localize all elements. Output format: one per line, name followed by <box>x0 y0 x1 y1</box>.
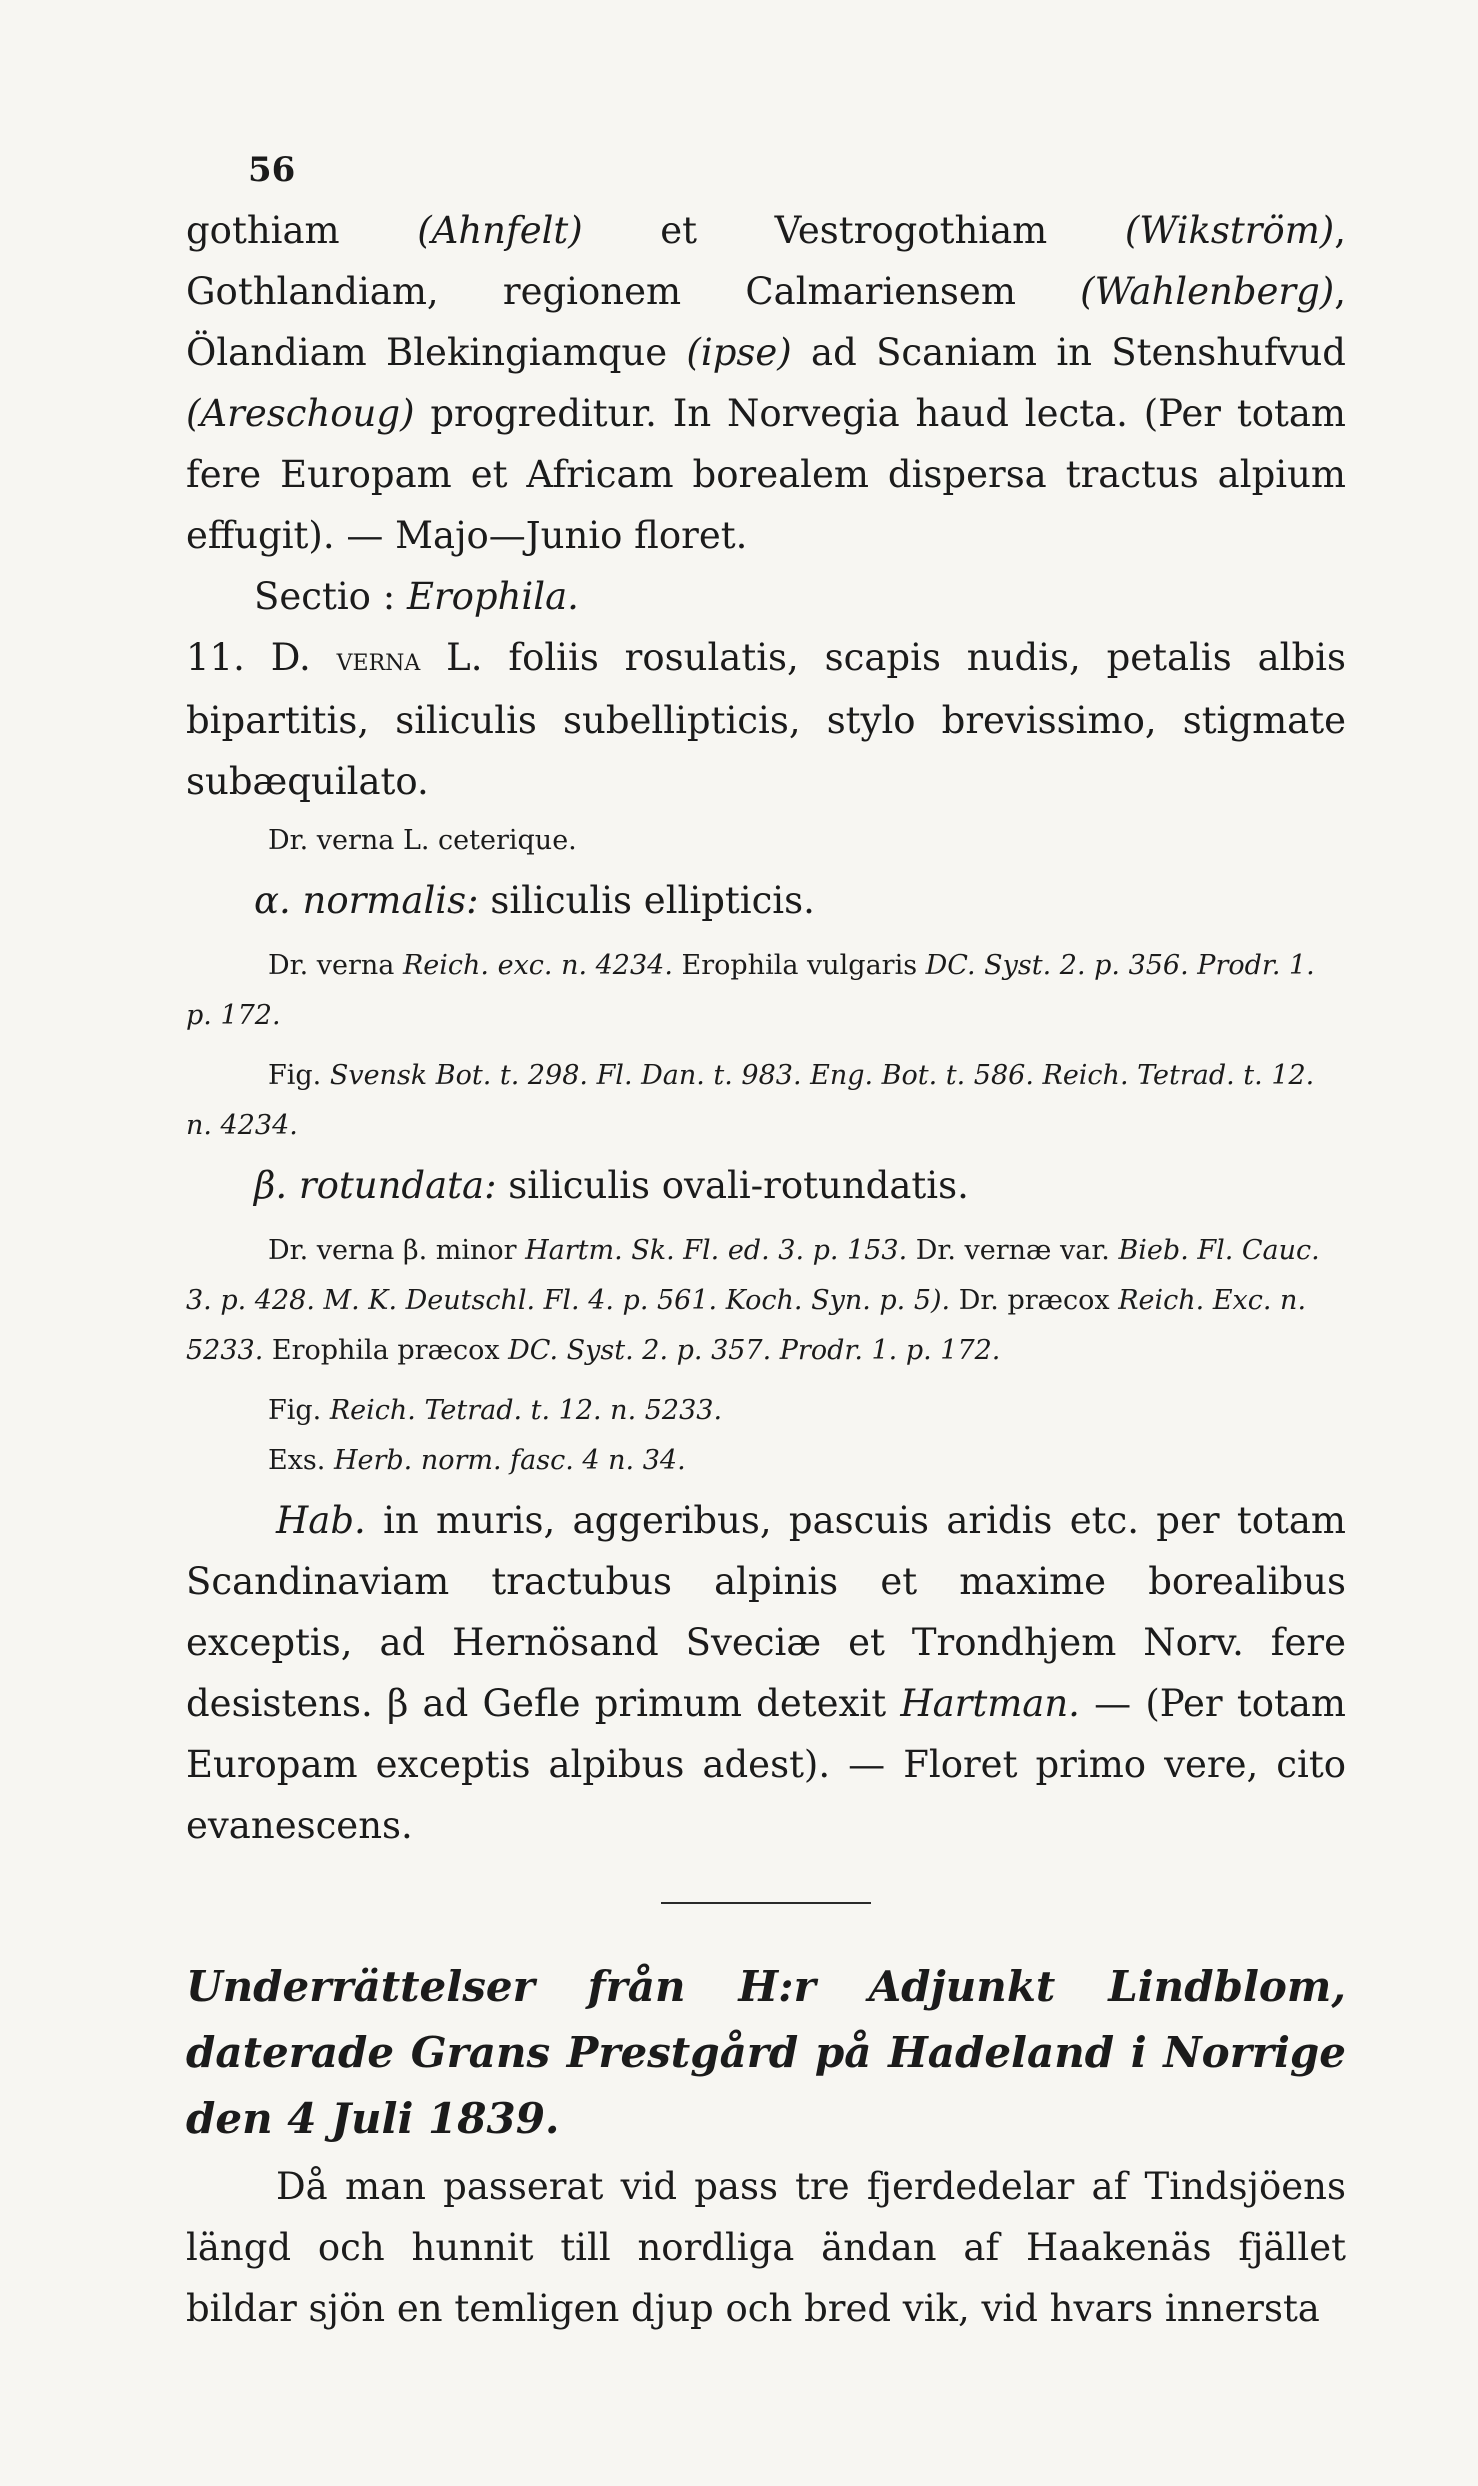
variety-beta <box>186 1155 1346 1216</box>
section-label: Sectio : <box>254 575 407 618</box>
habitat-person: Hartman. <box>900 1682 1080 1725</box>
beta-reference-exsiccatae <box>186 1436 1346 1486</box>
alpha-ref1-a: Dr. verna <box>268 950 403 981</box>
intro-author-2: (Wikström) <box>1124 209 1335 252</box>
section-name: Erophila. <box>406 575 579 618</box>
intro-text-1: gothiam <box>186 209 418 252</box>
alpha-name: normalis: <box>290 879 479 922</box>
beta-ref1-c: Dr. vernæ var. <box>907 1235 1119 1266</box>
beta-description: siliculis ovali-rotundatis. <box>496 1164 969 1207</box>
species-author: L. <box>420 636 483 679</box>
intro-text-4: , Ölandiam Blekingiamque <box>186 270 1346 374</box>
page-number: 56 <box>248 150 296 190</box>
intro-text-2: et Vestrogothiam <box>582 209 1125 252</box>
section-heading <box>186 566 1346 627</box>
habitat-text-2: — (Per totam Europam exceptis alpibus adest). — Floret primo vere, cito evanescens. <box>186 1682 1346 1847</box>
habitat-text-1: in muris, aggeribus, pascuis aridis etc. per totam Scandinaviam tractubus alpinis et maxime borealibus exceptis, ad Hernösand Sveciæ et Trondhjem Norv. fere desistens. β ad Gefle primum detexit <box>186 1499 1346 1725</box>
intro-text-6: progreditur. In Norvegia haud lecta. (Per totam fere Europam et Africam borealem dispersa tractus alpium effugit). — Majo—Junio floret. <box>186 392 1346 557</box>
species-genus: D. <box>244 636 337 679</box>
beta-ref1-a: Dr. verna β. minor <box>268 1235 526 1266</box>
intro-author-5: (Areschoug) <box>186 392 415 435</box>
letter-paragraph: Då man passerat vid pass tre fjerdedelar af Tindsjöens längd och hunnit till nordliga ändan af Haakenäs fjället bildar sjön en temligen djup och bred vik, vid hvars innersta <box>186 2165 1346 2330</box>
intro-author-3: (Wahlenberg) <box>1080 270 1335 313</box>
species-number: 11. <box>186 636 245 679</box>
beta-ref3-b: Herb. norm. fasc. 4 n. 34. <box>333 1445 686 1476</box>
species-diagnosis: foliis rosulatis, scapis nudis, petalis albis bipartitis, siliculis subellipticis, stylo brevissimo, stigmate subæquilato. <box>186 636 1346 803</box>
beta-ref2-a: Fig. <box>268 1395 330 1426</box>
beta-ref1-g: Erophila præcox <box>263 1335 509 1366</box>
alpha-symbol: α. <box>254 879 291 922</box>
beta-ref2-b: Reich. Tetrad. t. 12. n. 5233. <box>329 1395 723 1426</box>
beta-reference-synonyms <box>186 1226 1346 1376</box>
alpha-description: siliculis ellipticis. <box>478 879 815 922</box>
habitat-label: Hab. <box>276 1499 366 1542</box>
page-body <box>186 200 1346 2339</box>
intro-paragraph <box>186 200 1346 566</box>
species-entry <box>186 627 1346 812</box>
section-divider <box>661 1902 871 1904</box>
beta-symbol: β. <box>254 1164 288 1207</box>
beta-ref1-f: Reich. Exc. n. 5233. <box>186 1285 1307 1366</box>
alpha-ref2-a: Fig. <box>268 1060 330 1091</box>
beta-ref3-a: Exs. <box>268 1445 334 1476</box>
beta-ref1-e: Dr. præcox <box>950 1285 1119 1316</box>
intro-text-3: , Gothlandiam, regionem Calmariensem <box>186 209 1346 313</box>
synonym-main: Dr. verna L. ceterique. <box>268 825 577 856</box>
alpha-ref2-b: Svensk Bot. t. 298. Fl. Dan. t. 983. Eng. Bot. t. 586. Reich. Tetrad. t. 12. n. 4234. <box>186 1060 1315 1141</box>
alpha-ref1-d: DC. Syst. 2. p. 356. Prodr. 1. p. 172. <box>186 950 1315 1031</box>
intro-author-4: (ipse) <box>686 331 792 374</box>
habitat-paragraph <box>186 1490 1346 1856</box>
alpha-ref1-c: Erophila vulgaris <box>672 950 926 981</box>
letter-heading: Underrättelser från H:r Adjunkt Lindblom, daterade Grans Prestgård på Hadeland i Norrige den 4 Juli 1839. <box>186 1962 1346 2143</box>
variety-alpha <box>186 870 1346 931</box>
alpha-reference-figures <box>186 1051 1346 1151</box>
intro-text-5: ad Scaniam in Stenshufvud <box>791 331 1346 374</box>
beta-ref1-h: DC. Syst. 2. p. 357. Prodr. 1. p. 172. <box>508 1335 1001 1366</box>
beta-ref1-b: Hartm. Sk. Fl. ed. 3. p. 153. <box>525 1235 908 1266</box>
alpha-ref1-b: Reich. exc. n. 4234. <box>402 950 673 981</box>
beta-ref1-d: Bieb. Fl. Cauc. 3. p. 428. M. K. Deutschl. Fl. 4. p. 561. Koch. Syn. p. 5). <box>186 1235 1320 1316</box>
intro-author-1: (Ahnfelt) <box>417 209 583 252</box>
alpha-reference-synonyms <box>186 941 1346 1041</box>
beta-name: rotundata: <box>287 1164 497 1207</box>
species-name: verna <box>336 640 421 678</box>
beta-reference-figures <box>186 1386 1346 1436</box>
